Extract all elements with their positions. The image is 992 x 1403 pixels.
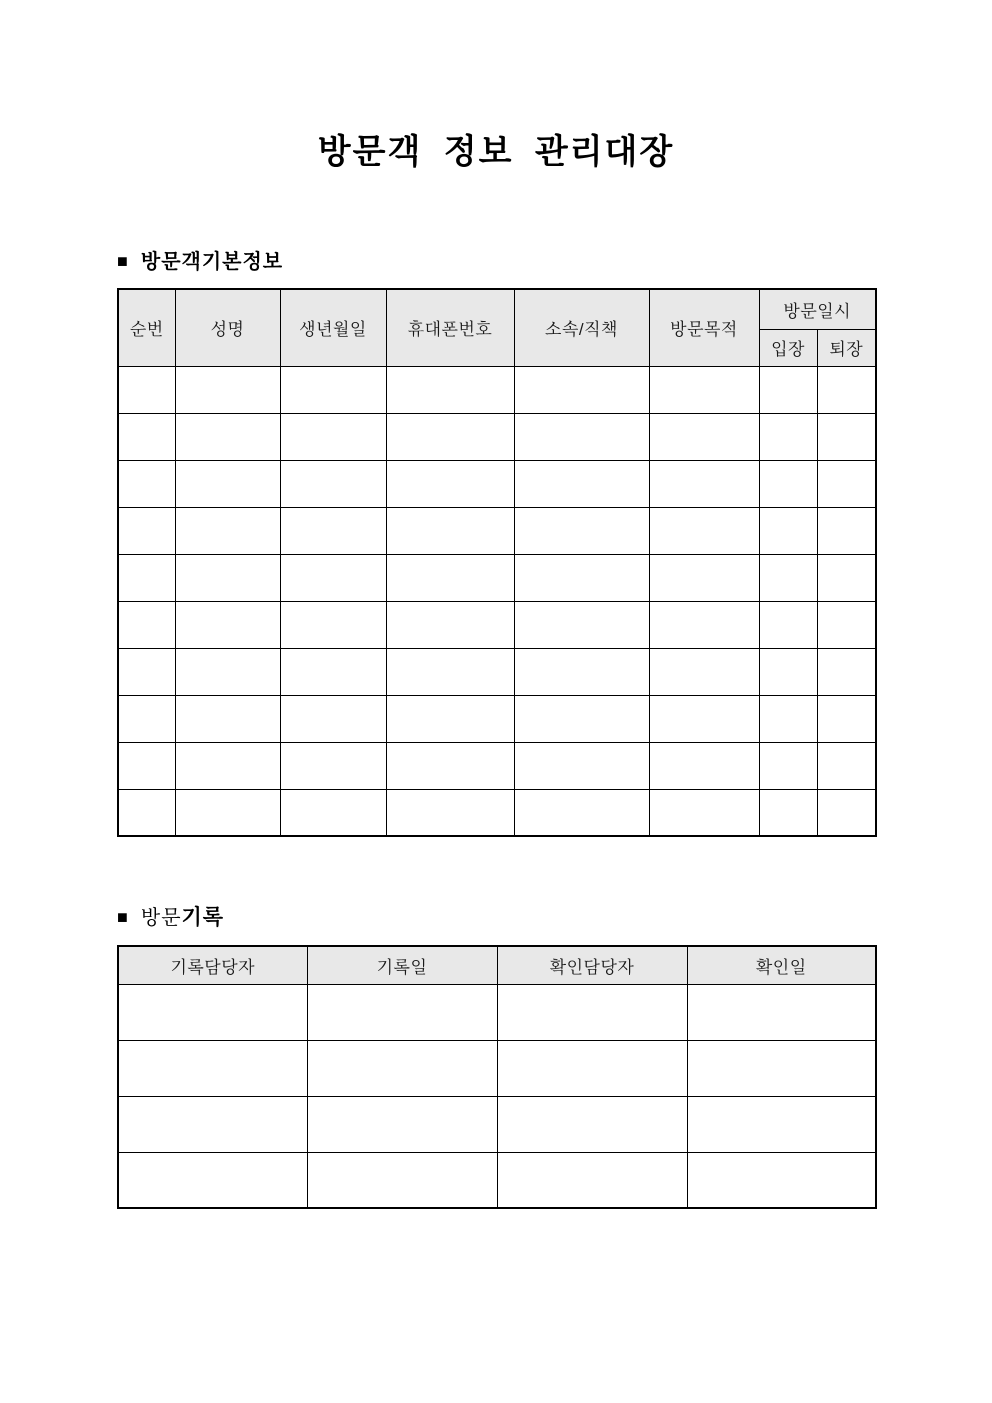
visitor-table-row [118,648,876,695]
section-title-visit-record-regular: 방문 [140,907,182,929]
document-content [117,130,875,1209]
empty-cell [118,507,175,554]
empty-cell [497,984,687,1040]
empty-cell [280,648,386,695]
empty-cell [175,695,280,742]
empty-cell [118,789,175,836]
empty-cell [497,1096,687,1152]
empty-cell [649,601,759,648]
empty-cell [175,413,280,460]
visitor-table-row [118,413,876,460]
empty-cell [649,742,759,789]
empty-cell [386,460,514,507]
empty-cell [514,695,649,742]
empty-cell [514,366,649,413]
visitor-table-body [118,366,876,836]
document-title: 방문객 정보 관리대장 [317,133,675,171]
empty-cell [649,695,759,742]
empty-cell [817,648,876,695]
column-header-record-date: 기록일 [307,946,497,984]
empty-cell [386,601,514,648]
column-header-confirm-date: 확인일 [687,946,876,984]
section-heading-visitor-info [117,249,875,275]
empty-cell [687,984,876,1040]
column-header-name: 성명 [175,289,280,366]
visit-record-table [117,945,877,1209]
empty-cell [817,507,876,554]
empty-cell [649,554,759,601]
empty-cell [280,366,386,413]
empty-cell [118,648,175,695]
empty-cell [118,413,175,460]
column-header-no: 순번 [118,289,175,366]
empty-cell [817,789,876,836]
empty-cell [175,507,280,554]
empty-cell [118,460,175,507]
empty-cell [118,554,175,601]
empty-cell [817,413,876,460]
visitor-table-row [118,366,876,413]
column-header-visit-datetime: 방문일시 [759,289,876,329]
empty-cell [175,366,280,413]
column-header-entry: 입장 [759,329,817,366]
empty-cell [514,648,649,695]
visitor-table-row [118,554,876,601]
empty-cell [817,460,876,507]
empty-cell [649,507,759,554]
empty-cell [307,1040,497,1096]
column-header-phone: 휴대폰번호 [386,289,514,366]
empty-cell [687,1040,876,1096]
column-header-affiliation: 소속/직책 [514,289,649,366]
column-header-confirmer: 확인담당자 [497,946,687,984]
empty-cell [649,366,759,413]
empty-cell [514,460,649,507]
visitor-table-row [118,460,876,507]
empty-cell [386,507,514,554]
empty-cell [759,554,817,601]
empty-cell [759,695,817,742]
empty-cell [280,460,386,507]
visitor-table-row [118,507,876,554]
empty-cell [386,742,514,789]
section-title-visitor-info: 방문객기본정보 [140,251,284,273]
empty-cell [118,1152,307,1208]
empty-cell [118,1096,307,1152]
empty-cell [386,648,514,695]
empty-cell [759,413,817,460]
empty-cell [307,984,497,1040]
column-header-birthdate: 생년월일 [280,289,386,366]
empty-cell [497,1040,687,1096]
empty-cell [817,742,876,789]
record-table-row [118,984,876,1040]
empty-cell [817,554,876,601]
visitor-info-table [117,288,877,837]
empty-cell [307,1152,497,1208]
empty-cell [514,601,649,648]
empty-cell [817,366,876,413]
empty-cell [175,742,280,789]
empty-cell [386,695,514,742]
empty-cell [514,554,649,601]
empty-cell [118,742,175,789]
empty-cell [514,789,649,836]
empty-cell [687,1152,876,1208]
empty-cell [759,601,817,648]
column-header-exit: 퇴장 [817,329,876,366]
empty-cell [386,366,514,413]
empty-cell [307,1096,497,1152]
empty-cell [118,601,175,648]
empty-cell [280,742,386,789]
record-table-body [118,984,876,1208]
section-title-visit-record-bold: 기록 [181,906,225,929]
empty-cell [118,366,175,413]
empty-cell [649,648,759,695]
empty-cell [514,507,649,554]
empty-cell [759,366,817,413]
empty-cell [175,648,280,695]
empty-cell [759,648,817,695]
empty-cell [280,601,386,648]
empty-cell [280,695,386,742]
empty-cell [817,695,876,742]
empty-cell [118,984,307,1040]
empty-cell [759,460,817,507]
visitor-table-row [118,742,876,789]
column-header-recorder: 기록담당자 [118,946,307,984]
column-header-purpose: 방문목적 [649,289,759,366]
empty-cell [649,789,759,836]
empty-cell [175,460,280,507]
empty-cell [759,789,817,836]
empty-cell [386,413,514,460]
empty-cell [497,1152,687,1208]
empty-cell [118,695,175,742]
empty-cell [687,1096,876,1152]
empty-cell [175,554,280,601]
square-bullet-icon: ■ [117,251,129,271]
empty-cell [386,554,514,601]
empty-cell [649,413,759,460]
record-table-row [118,1152,876,1208]
empty-cell [175,789,280,836]
empty-cell [759,742,817,789]
square-bullet-icon: ■ [117,907,129,927]
empty-cell [514,742,649,789]
empty-cell [514,413,649,460]
empty-cell [280,554,386,601]
section-heading-visit-record [117,905,875,931]
empty-cell [280,413,386,460]
record-table-row [118,1040,876,1096]
visitor-table-row [118,695,876,742]
record-table-row [118,1096,876,1152]
empty-cell [649,460,759,507]
empty-cell [280,507,386,554]
empty-cell [386,789,514,836]
empty-cell [280,789,386,836]
empty-cell [175,601,280,648]
empty-cell [118,1040,307,1096]
visitor-table-row [118,601,876,648]
empty-cell [759,507,817,554]
empty-cell [817,601,876,648]
visitor-table-row [118,789,876,836]
